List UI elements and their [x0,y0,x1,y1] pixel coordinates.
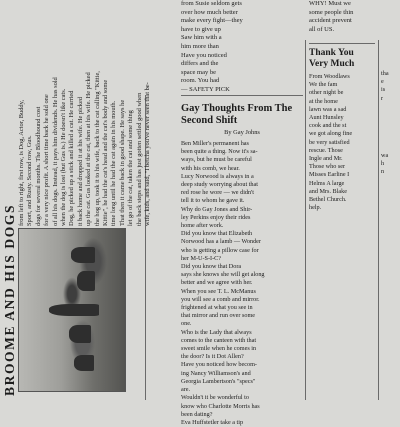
article-body [181,140,303,427]
caption-line: when the dog is lost (but Gus is.) He doesn't like cats. [60,88,68,226]
text-line: be very satisfied [309,138,350,146]
caption-line: for a very nice profit. A short time back he sold one [43,94,51,226]
text-line: Bethel Church. [309,196,347,204]
text-line: Did you know that Dora [181,263,242,271]
text-line: make every fight—they [181,17,243,25]
broome-dogs-story [0,0,152,400]
caption-line: of all his dogs. Instead, it pays him dividends. He has sold [51,77,59,226]
text-line: one. [181,320,192,328]
text-line: space may be [181,68,217,76]
text-line [381,193,400,201]
text-line: help. [309,204,322,212]
text-line: rescue. Those [309,146,343,154]
text-line [381,136,400,144]
text-line: n [381,168,385,176]
text-line: cook and the st [309,122,347,130]
text-line: Why do Gay Jones and Shir- [181,205,253,213]
caption-line: up the cat. Gus looked at the cat, then at his wife. He picked [85,72,93,226]
text-line: is [381,86,386,94]
far-right-column [381,48,400,201]
text-line: better and we agree with her. [181,279,253,287]
top-strip-mid [181,0,303,95]
top-strip-right [309,0,400,34]
text-line: with his comb, we hear. [181,164,240,172]
text-line: tell it to whom he gave it. [181,197,245,205]
text-line: Have you noticed [181,51,227,59]
caption-line: from left to right, first row, is Dog, Actor, Buddy, [18,99,25,226]
text-line: Ben Miller's permanent has [181,140,249,147]
caption-line: it back home and dropped it at his wife. He picked [76,96,84,226]
dog-figure [74,355,94,371]
text-line: at the home [309,97,338,105]
text-line: Have you noticed how becom- [181,361,257,369]
text-line: lawn was a sad [309,105,347,113]
story-headline: BROOME AND HIS DOGS [2,203,17,396]
text-line [381,177,400,185]
text-line: we got along fine [309,130,353,138]
caption-line: Sport, and Rusty. Second row, Gus. [26,135,34,226]
text-line: ways, but he must be careful [181,156,252,164]
text-line [381,127,400,135]
text-line: deep study worrying about that [181,181,258,189]
text-line: some people thin [309,8,354,16]
caption-line: wife, kids, and said, "I betcha you've never seen that be- [144,82,152,226]
text-line: are. [181,386,191,394]
text-line: frightened at what you see in [181,304,253,312]
text-line: h [381,160,385,168]
caption-line: Dog, he picked up a stick and killed a cat. He carried [68,90,76,226]
text-line: home after work. [181,222,224,230]
text-line: accident prevent [309,17,352,25]
column-rule-mid [305,40,306,400]
text-line: sweet smile when he comes in [181,345,257,353]
text-line: r [381,94,384,102]
text-line: her M-U-S-I-C? [181,254,222,262]
text-line: ing Nancy Williamson's and [181,369,251,377]
text-line [381,144,400,152]
caption-line: let go of the cat, taken the cat and some thing [127,110,135,226]
section-divider-right [309,43,375,44]
caption-line: dogs for several months. The Bloodhound cost [34,106,42,226]
text-line: other night be [309,89,344,97]
article-byline: By Gay Johns [224,129,260,136]
text-line: From Woodlaws [309,73,350,80]
text-line: Wouldn't it be wonderful to [181,394,249,402]
text-line: We the fam [309,81,338,89]
text-line: Did you know that Elizabeth [181,230,253,238]
text-line: When you see T. L. McManus [181,287,256,295]
dog-figure [69,325,91,343]
article-headline-line1: Thank You [309,48,354,58]
caption-line: Kittie", he had the cat's head and the cat's body and some [102,79,110,226]
dog-figure [71,247,95,263]
text-line: Norwood has a lamb — Wonder [181,238,261,246]
text-line: e [381,78,384,86]
dog-figure [77,271,95,291]
gay-thoughts-article [181,103,303,427]
text-line: been dating? [181,410,213,418]
story-caption [18,6,153,226]
text-line [381,119,400,127]
caption-line: time long until he had the cat again in his mouth. [110,100,118,226]
text-line: been quite a thing. Now it's sa- [181,148,258,156]
article-body [309,73,375,212]
text-line: from Susie seldom gets [181,0,242,7]
text-line: comes to the canteen with that [181,336,257,344]
text-line: all of US. [309,25,335,33]
text-line: Georgia Lambertson's "specs" [181,377,256,385]
text-line [381,103,400,111]
text-line: Ingle and Mr. [309,155,343,163]
text-line: know who Charlotte Morris has [181,402,260,410]
thank-you-article [309,48,375,212]
text-line: you will see a comb and mirror. [181,295,260,303]
text-line: Lucy Norwood is always in a [181,172,254,180]
caption-line: the back steps and has just gotten settled good when [135,92,143,226]
text-line: says she knows she will get along [181,271,265,279]
text-line [381,185,400,193]
text-line: and Mrs. Blake [309,187,347,195]
text-line: Aunt Hunsley [309,114,344,122]
section-divider-mid [181,95,303,96]
text-line: Who is the Lady that always [181,328,252,336]
text-line: Eva Huffstetler take a tip [181,418,244,426]
text-line: have to give up [181,25,221,33]
article-headline-line2: Very Much [309,58,355,69]
caption-line: the hog up, took it to his wife, back to the cat calling "Kittie, [93,71,101,226]
text-line: that mirror and run over some [181,312,256,320]
text-line: room. You had [181,77,220,85]
text-line: red rose he wore — we didn't [181,189,254,197]
caption-line: That then it came back in good shape. He says he [118,99,126,226]
dogs-photo [18,228,126,392]
column-body [381,70,400,201]
text-line: who is getting a pillow case for [181,246,259,254]
text-line: — SAFETY PICK [181,85,230,93]
column-rule-right [378,40,379,400]
text-line: him more than [181,42,219,50]
text-line: tha [381,70,389,77]
text-line: Those who ser [309,163,346,171]
text-line: differs and the [181,60,219,68]
text-line [381,111,400,119]
text-line: wa [381,152,389,160]
text-line: Helms A large [309,179,345,187]
text-line: Saw him with a [181,34,222,42]
article-headline: Gay Thoughts From The Second Shift [181,103,293,126]
text-line: the door? Is it Dot Allen? [181,353,244,361]
text-line: over how much better [181,8,238,16]
text-line: WHY! Must we [309,0,351,7]
text-line: Misses Earline I [309,171,350,179]
person-figure [49,304,99,316]
text-line: ley Perkins enjoy their rides [181,213,251,221]
